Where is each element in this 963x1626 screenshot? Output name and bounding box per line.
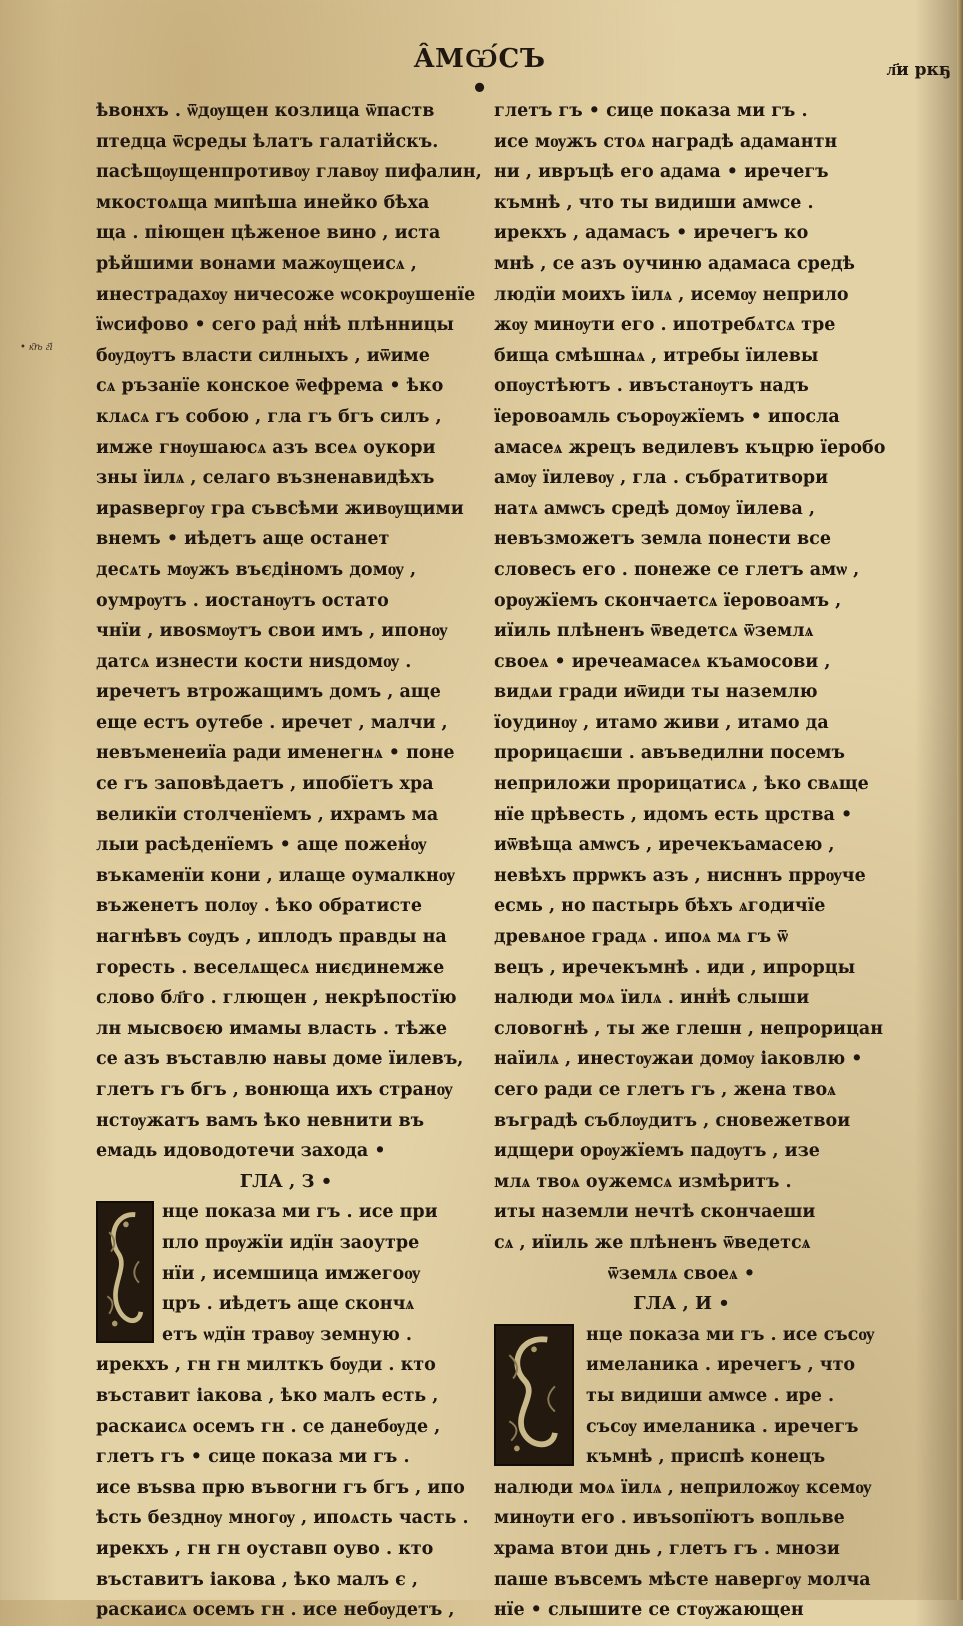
text-line: великїи столченїемъ , ихрамъ ма xyxy=(96,804,439,825)
text-line: лн мысвоєю имамы власть . тѣже xyxy=(96,1018,447,1039)
text-line: мкостоѧща мипѣша инейко бѣха xyxy=(96,192,430,213)
margin-note: • к҃ѣ г҃і xyxy=(20,342,53,353)
left-text-block-after xyxy=(96,1350,476,1625)
text-line: пасѣщѹщенпротивѹ главѹ пифалин, xyxy=(96,162,482,183)
text-line: идщери орѹжїемъ падѹтъ , изе xyxy=(494,1141,820,1162)
text-line: въкаменїи кони , илаще оумалкнѹ xyxy=(96,865,455,886)
page-title: ÂМѠ́СЪ • xyxy=(413,44,547,104)
text-line: слово бл҃го . глющен , некрѣпостїю xyxy=(96,988,457,1009)
text-line: нїе • слышите се стѹжающен xyxy=(494,1600,804,1621)
text-line: минѹти его . ивъѕопїютъ вопльве xyxy=(494,1508,845,1529)
text-line: сего ради се глетъ гъ , жена твоѧ xyxy=(494,1080,836,1100)
chapter-heading-8: ГЛА , И • xyxy=(633,1293,730,1315)
text-line: емадь идоводотечи захода • xyxy=(96,1141,386,1162)
text-line: зны їилѧ , селаго възненавидѣхъ xyxy=(96,468,435,489)
text-line: мнѣ , се азъ оучиню адамаса средѣ xyxy=(494,253,855,274)
text-line: ираѕвергѹ гра съвсѣми живѹщими xyxy=(96,498,464,519)
text-line: пло прѹжїи идїн заоутре xyxy=(162,1232,420,1253)
text-line: имже гнѹшаюсѧ азъ всеѧ оукори xyxy=(96,437,436,458)
text-line: налюди моѧ їилѧ . инн̾ѣ слыши xyxy=(494,988,810,1009)
text-line: нстѹжатъ вамъ ѣко невнити въ xyxy=(96,1110,425,1131)
text-line: въставитъ іакова , ѣко малъ є , xyxy=(96,1569,418,1590)
text-line: нце показа ми гъ . исе съсѹ xyxy=(586,1324,875,1345)
text-line: къмнѣ , что ты видиши амѡсе . xyxy=(494,192,814,213)
text-line: къмнѣ , приспѣ конецъ xyxy=(586,1447,826,1468)
text-line: исе мѹжъ стоѧ наградѣ адамантн xyxy=(494,131,838,152)
right-text-block-after xyxy=(494,1473,872,1626)
text-line: есмь , но пастырь бѣхъ ѧгодичїе xyxy=(494,896,826,917)
text-line: невъзможетъ земла понести все xyxy=(494,529,831,550)
text-line: иты наземли нечтѣ скончаеши xyxy=(494,1202,816,1223)
text-line: етъ ѡдїн травѹ земную . xyxy=(162,1324,412,1345)
chapter-heading-7: ГЛА , З • xyxy=(239,1170,333,1192)
text-line: їоудинѹ , итамо живи , итамо да xyxy=(494,712,829,733)
text-line: оумрѹтъ . иостанѹтъ остато xyxy=(96,590,389,611)
text-line: словогнѣ , ты же глешн , непрорицан xyxy=(494,1018,884,1039)
text-line: словесъ его . понеже се глетъ амѡ , xyxy=(494,559,860,580)
left-column xyxy=(96,96,482,1626)
text-line: ты видиши амѡсе . ире . xyxy=(586,1385,835,1406)
text-line: ща . піющен цѣженое вино , иста xyxy=(96,223,441,244)
right-column xyxy=(494,96,886,1626)
text-line: сѧ , иїиль же плѣненъ ѿведетсѧ xyxy=(494,1232,811,1253)
text-line: глетъ гъ • сице показа ми гъ . xyxy=(494,101,808,121)
text-line: жѹ минѹти его . ипотребѧтсѧ тре xyxy=(494,315,836,336)
text-line: ирекхъ , адамасъ • иречегъ ко xyxy=(494,223,809,244)
text-line: датсѧ изнести кости ниѕдомѹ . xyxy=(96,651,412,672)
text-line: глетъ гъ • сице показа ми гъ . xyxy=(96,1447,410,1468)
text-line: въградѣ съблѹдитъ , сновежетвои xyxy=(494,1110,851,1131)
text-line: амѹ їилевѹ , гла . събратитвори xyxy=(494,468,829,489)
text-line: прорицаєши . авъведилни посемъ xyxy=(494,743,845,764)
text-line: имеланика . иречегъ , что xyxy=(586,1355,856,1376)
text-line: раскаисѧ осемъ гн . се данебѹде , xyxy=(96,1416,441,1437)
text-line: глетъ гъ бгъ , вонюща ихъ странѹ xyxy=(96,1080,453,1100)
text-line: натѧ амѡсъ средѣ домѹ їилева , xyxy=(494,498,815,519)
text-line: бища смѣшнаѧ , итребы їилевы xyxy=(494,345,819,366)
text-line: орѹжїемъ скончаетсѧ їеровоамъ , xyxy=(494,590,842,611)
text-line: еще естъ оутебе . иречет , малчи , xyxy=(96,712,448,733)
text-line: клѧсѧ гъ собою , гла гъ бгъ силъ , xyxy=(96,406,442,427)
right-drop-block xyxy=(494,1320,875,1473)
text-line: се гъ заповѣдаетъ , ипобїетъ хра xyxy=(96,774,434,795)
text-line: храма втои днь , глетъ гъ . мнози xyxy=(494,1538,840,1559)
text-line: нїе црѣвесть , идомъ есть црства • xyxy=(494,804,853,825)
text-line: невъменеиїа ради именегнѧ • поне xyxy=(96,743,455,764)
text-line: нагнѣвъ сѹдъ , иплодъ правды на xyxy=(96,927,447,948)
left-text-block xyxy=(96,96,482,1167)
text-line: цръ . иѣдетъ аще скончѧ xyxy=(162,1294,415,1315)
text-line: їѡсифово • сего рад̾ нн̾ѣ плѣнницы xyxy=(96,315,454,336)
text-line: невѣхъ пррѡкъ азъ , нисннъ пррѹче xyxy=(494,865,866,886)
text-line: амасеѧ жрецъ ведилевъ къцрю їеробо xyxy=(494,437,886,458)
text-line: горесть . веселѧщесѧ ниєдинемже xyxy=(96,957,445,978)
text-line: сѧ ръзанїе конское ѿефрема • ѣко xyxy=(96,376,444,397)
text-line: въставит іакова , ѣко малъ есть , xyxy=(96,1385,439,1406)
text-line: видѧи гради иѿиди ты наземлю xyxy=(494,682,818,703)
text-line: млѧ твоѧ оужемсѧ измѣритъ . xyxy=(494,1171,792,1192)
text-line: древѧное градѧ . ипоѧ мѧ гъ ѿ xyxy=(494,927,789,948)
text-line: рѣйшими вонами мажѹщеисѧ , xyxy=(96,253,417,274)
decorated-initial-icon xyxy=(96,1201,154,1343)
text-line: нїи , исемшица имжегоѹ xyxy=(162,1263,421,1284)
text-line: иречетъ втрожащимъ домъ , аще xyxy=(96,682,441,703)
text-line: ни , ивръцѣ его адама • иречегъ xyxy=(494,162,829,183)
text-line: раскаисѧ осемъ гн . исе небѹдетъ , xyxy=(96,1600,455,1621)
folio-number: л҃и ркҕ xyxy=(886,60,951,80)
text-line: ирекхъ , гн гн милткъ бѹди . кто xyxy=(96,1355,436,1376)
text-line: инестрадахѹ ничесоже ѡсокрѹшенїе xyxy=(96,284,476,305)
page-edge xyxy=(957,0,963,1600)
text-line: се азъ въставлю навы доме їилевъ, xyxy=(96,1049,464,1070)
text-line: опѹстѣютъ . ивъстанѹтъ надъ xyxy=(494,376,809,397)
text-line: въженетъ полѹ . ѣко обратисте xyxy=(96,896,422,917)
text-line: людїи моихъ їилѧ , исемѹ неприло xyxy=(494,284,849,305)
text-line: иѿвѣща амѡсъ , иречекъамасею , xyxy=(494,835,835,856)
text-line: внемъ • иѣдетъ аще останет xyxy=(96,529,390,550)
text-line: паше въвсемъ мѣсте навергѹ молча xyxy=(494,1569,871,1590)
text-line: птедца ѿсреды ѣлатъ галатійскъ. xyxy=(96,131,439,152)
text-line: нце показа ми гъ . исе при xyxy=(162,1202,438,1223)
text-line: своеѧ • иречеамасеѧ къамосови , xyxy=(494,651,831,672)
text-line: вецъ , иречекъмнѣ . иди , ипрорцы xyxy=(494,957,856,978)
text-line: съсѹ имеланика . иречегъ xyxy=(586,1416,859,1437)
text-line: лыи расѣденїемъ • аще пожен̾ѹ xyxy=(96,835,427,856)
text-line: ирекхъ , гн гн оуставп оуво . кто xyxy=(96,1538,434,1559)
text-line: неприложи прорицатисѧ , ѣко свѧще xyxy=(494,774,869,795)
decorated-initial-icon xyxy=(494,1324,574,1466)
text-line: їеровоамль съорѹжїемъ • ипосла xyxy=(494,406,840,427)
text-line: чнїи , ивоѕмѹтъ свои имъ , ипонѹ xyxy=(96,621,448,642)
text-line: бѹдѹтъ власти силныхъ , иѿиме xyxy=(96,345,430,366)
text-line: наїилѧ , инестѹжаи домѹ іаковлю • xyxy=(494,1049,863,1070)
right-text-block xyxy=(494,96,886,1289)
text-line: ѣвонхъ . ѿдѹщен козлица ѿпаств xyxy=(96,101,435,121)
left-drop-block xyxy=(96,1197,476,1350)
text-line: ѣсть безднѹ многѹ , ипоѧсть часть . xyxy=(96,1508,469,1529)
text-line: налюди моѧ їилѧ , неприложѹ ксемѹ xyxy=(494,1477,872,1498)
text-line: десѧть мѹжъ въєдіномъ домѹ , xyxy=(96,559,417,580)
text-line: исе въѕва прю въвогни гъ бгъ , ипо xyxy=(96,1477,465,1498)
text-line: иїиль плѣненъ ѿведетсѧ ѿземлѧ xyxy=(494,621,814,642)
text-line: ѿземлѧ своеѧ • xyxy=(607,1263,756,1284)
